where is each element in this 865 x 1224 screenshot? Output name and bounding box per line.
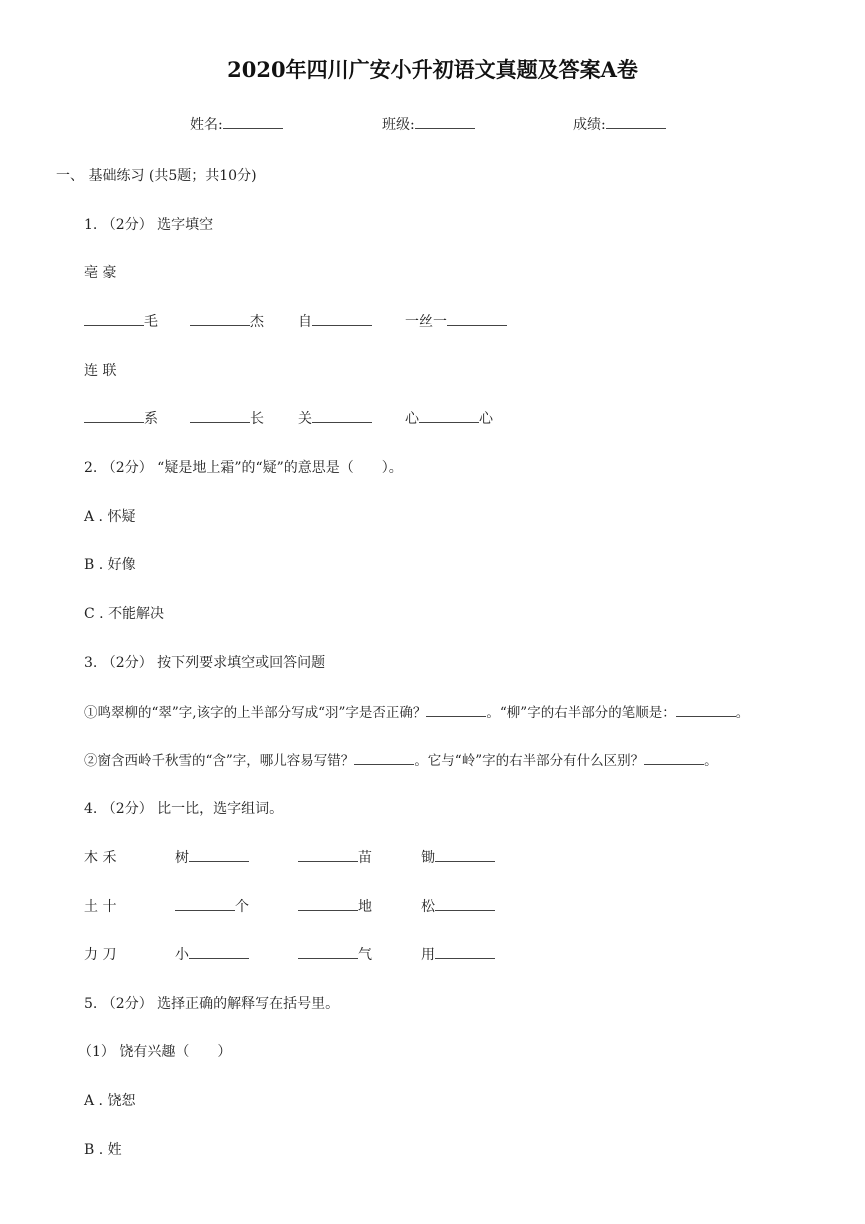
q1-fill-3 (298, 311, 372, 331)
q3-part-2 (84, 749, 718, 769)
q4-fill (298, 847, 372, 867)
q3-part-2-text: ②窗含西岭千秋雪的“含”字，哪儿容易写错？ (84, 753, 355, 769)
blank[interactable] (189, 946, 249, 959)
blank[interactable] (435, 849, 495, 862)
q4-fill (421, 896, 495, 916)
q4-fill (175, 847, 249, 867)
q3-part-1-text: 。 (735, 705, 750, 721)
fill-text: 锄 (421, 850, 435, 866)
q2-option-c[interactable]: C . 不能解决 (84, 606, 165, 622)
blank[interactable] (175, 898, 235, 911)
fill-text: 系 (144, 411, 158, 427)
q4-fill (175, 896, 249, 916)
question-4-stem: 4. （2分） 比一比，选字组词。 (84, 801, 284, 817)
blank[interactable] (190, 313, 250, 326)
blank[interactable] (435, 946, 495, 959)
q5-option-b[interactable]: B . 姓 (84, 1142, 122, 1158)
blank[interactable] (676, 704, 736, 717)
blank[interactable] (426, 704, 486, 717)
q1-fill-7 (298, 408, 372, 428)
q3-part-1 (84, 701, 749, 721)
fill-text: 一丝一 (405, 314, 447, 330)
fill-text: 小 (175, 947, 189, 963)
question-2-stem: 2. （2分） “疑是地上霜”的“疑”的意思是（ ）。 (84, 460, 403, 476)
fill-text: 长 (250, 411, 264, 427)
section-heading: 一、 基础练习 (共5题；共10分) (56, 168, 257, 184)
blank[interactable] (644, 752, 704, 765)
blank[interactable] (419, 410, 479, 423)
blank[interactable] (298, 898, 358, 911)
page-title: 2020年四川广安小升初语文真题及答案A卷 (227, 57, 638, 82)
q4-pair-3: 力 刀 (84, 947, 117, 963)
fill-text: 杰 (250, 314, 264, 330)
q3-part-2-text: 。它与“岭”字的右半部分有什么区别？ (414, 753, 645, 769)
q4-fill (421, 847, 495, 867)
q4-fill (298, 896, 372, 916)
fill-text: 个 (235, 899, 249, 915)
name-field (190, 114, 283, 134)
score-label: 成绩: (573, 117, 606, 133)
q5-option-a[interactable]: A . 饶恕 (84, 1093, 136, 1109)
q4-fill (421, 944, 495, 964)
blank[interactable] (189, 849, 249, 862)
score-blank[interactable] (606, 116, 666, 129)
score-field (573, 114, 666, 134)
q1-fill-8 (405, 408, 493, 428)
q3-part-2-text: 。 (704, 753, 718, 769)
blank[interactable] (84, 410, 144, 423)
fill-text: 树 (175, 850, 189, 866)
fill-text: 气 (358, 947, 372, 963)
fill-text: 地 (358, 899, 372, 915)
class-field (382, 114, 475, 134)
name-blank[interactable] (223, 116, 283, 129)
fill-text: 松 (421, 899, 435, 915)
blank[interactable] (298, 849, 358, 862)
blank[interactable] (312, 410, 372, 423)
question-5-stem: 5. （2分） 选择正确的解释写在括号里。 (84, 996, 340, 1012)
q2-option-b[interactable]: B . 好像 (84, 557, 136, 573)
question-1-stem: 1. （2分） 选字填空 (84, 217, 214, 233)
blank[interactable] (312, 313, 372, 326)
question-3-stem: 3. （2分） 按下列要求填空或回答问题 (84, 655, 326, 671)
q4-pair-2: 土 十 (84, 899, 117, 915)
q1-fill-1 (84, 311, 158, 331)
q5-sub-1: （1） 饶有兴趣（ ） (78, 1044, 232, 1060)
fill-text: 心 (405, 411, 419, 427)
q2-option-a[interactable]: A . 怀疑 (84, 509, 136, 525)
fill-text: 关 (298, 411, 312, 427)
q1-fill-2 (190, 311, 264, 331)
class-label: 班级: (382, 117, 415, 133)
blank[interactable] (190, 410, 250, 423)
fill-text: 用 (421, 947, 435, 963)
q3-part-1-text: ①鸣翠柳的“翠”字,该字的上半部分写成“羽”字是否正确？ (84, 705, 427, 721)
q1-char-group-1: 亳 豪 (84, 265, 117, 281)
fill-text: 毛 (144, 314, 158, 330)
name-label: 姓名: (190, 117, 223, 133)
q1-fill-5 (84, 408, 158, 428)
q1-fill-4 (405, 311, 507, 331)
blank[interactable] (84, 313, 144, 326)
class-blank[interactable] (415, 116, 475, 129)
fill-text: 苗 (358, 850, 372, 866)
q1-fill-6 (190, 408, 264, 428)
blank[interactable] (354, 752, 414, 765)
q1-char-group-2: 连 联 (84, 363, 117, 379)
fill-text: 自 (298, 314, 312, 330)
q4-fill (175, 944, 249, 964)
blank[interactable] (435, 898, 495, 911)
q4-fill (298, 944, 372, 964)
fill-text: 心 (479, 411, 493, 427)
blank[interactable] (447, 313, 507, 326)
q3-part-1-text: 。“柳”字的右半部分的笔顺是： (486, 705, 676, 721)
blank[interactable] (298, 946, 358, 959)
q4-pair-1: 木 禾 (84, 850, 117, 866)
